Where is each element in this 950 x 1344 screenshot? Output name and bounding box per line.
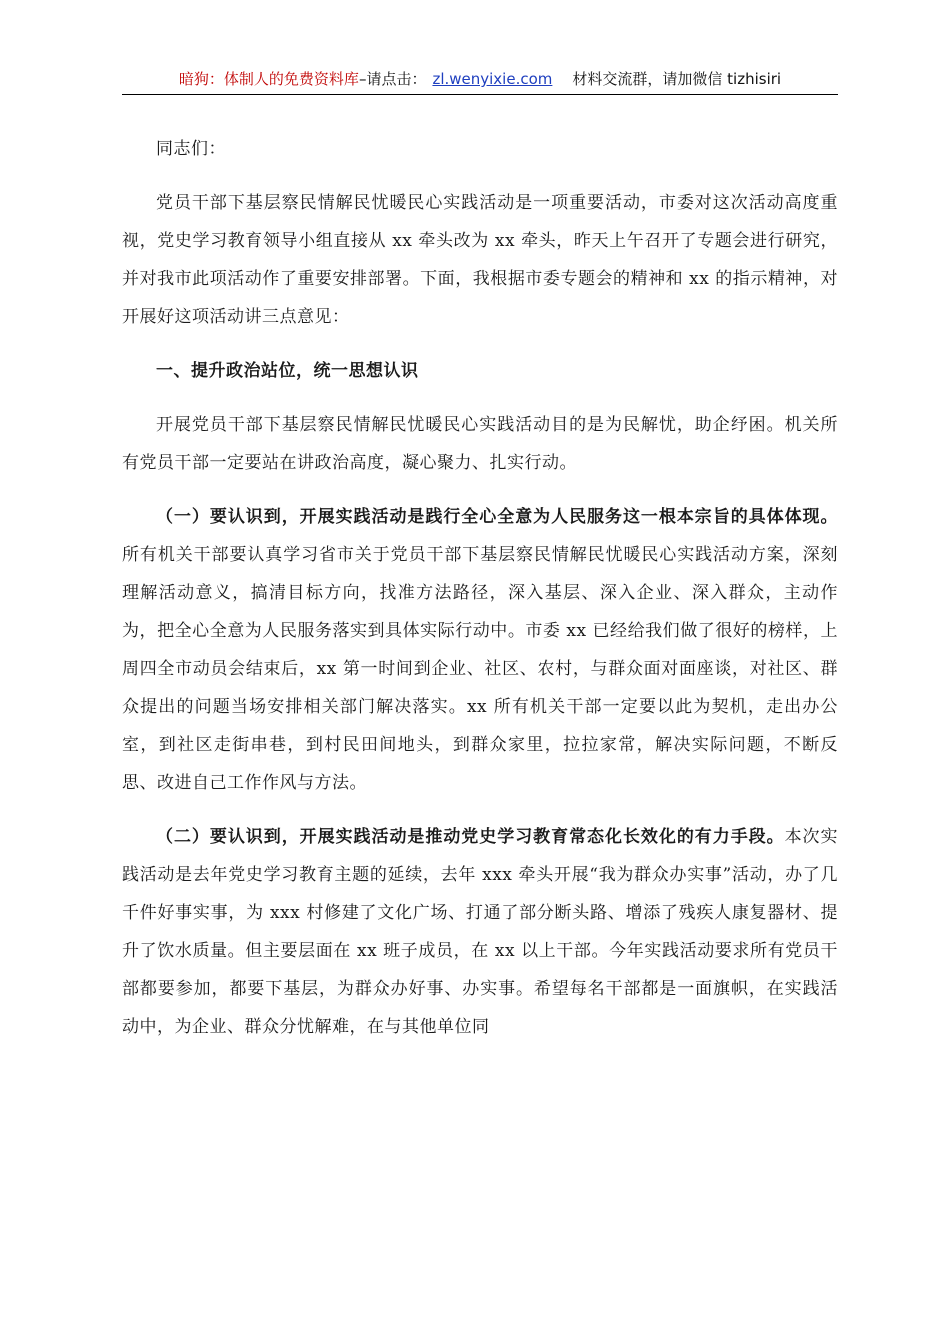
point-2-paragraph [122, 818, 838, 1046]
point-1-heading: （一）要认识到，开展实践活动是践行全心全意为人民服务这一根本宗旨的具体体现。 [156, 507, 838, 527]
header-link[interactable]: zl.wenyixie.com [432, 70, 553, 88]
point-1-paragraph [122, 498, 838, 802]
document-body [122, 130, 838, 1062]
header-wechat: 材料交流群，请加微信 tizhisiri [572, 70, 782, 88]
section-1-title: 一、提升政治站位，统一思想认识 [156, 361, 419, 381]
header-brand: 暗狗：体制人的免费资料库 [178, 70, 359, 88]
header-click-prompt: –请点击： [358, 70, 427, 88]
section-1-paragraph: 开展党员干部下基层察民情解民忧暖民心实践活动目的是为民解忧，助企纾困。机关所有党员干部一定要站在讲政治高度，凝心聚力、扎实行动。 [122, 415, 838, 473]
point-2-text: 本次实践活动是去年党史学习教育主题的延续，去年 xxx 牵头开展“我为群众办实事”活动，办了几千件好事实事，为 xxx 村修建了文化广场、打通了部分断头路、增添了残疾人康复器材、提升了饮水质量。但主要层面在 xx 班子成员，在 xx 以上干部。今年实践活动要求所有党员干部都要参加，都要下基层，为群众办好事、办实事。希望每名干部都是一面旗帜，在实践活动中，为企业、群众分忧解难，在与其他单位同 [122, 827, 839, 1037]
page-header [122, 68, 838, 95]
point-1-text: 所有机关干部要认真学习省市关于党员干部下基层察民情解民忧暖民心实践活动方案，深刻理解活动意义，搞清目标方向，找准方法路径，深入基层、深入企业、深入群众，主动作为，把全心全意为人民服务落实到具体实际行动中。市委 xx 已经给我们做了很好的榜样，上周四全市动员会结束后，xx 第一时间到企业、社区、农村，与群众面对面座谈，对社区、群众提出的问题当场安排相关部门解决落实。xx 所有机关干部一定要以此为契机，走出办公室，到社区走街串巷，到村民田间地头，到群众家里，拉拉家常，解决实际问题，不断反思、改进自己工作作风与方法。 [122, 545, 838, 793]
point-2-heading: （二）要认识到，开展实践活动是推动党史学习教育常态化长效化的有力手段。 [156, 827, 785, 847]
salutation: 同志们： [156, 139, 226, 159]
intro-paragraph: 党员干部下基层察民情解民忧暖民心实践活动是一项重要活动，市委对这次活动高度重视，党史学习教育领导小组直接从 xx 牵头改为 xx 牵头，昨天上午召开了专题会进行研究，并对我市此项活动作了重要安排部署。下面，我根据市委专题会的精神和 xx 的指示精神，对开展好这项活动讲三点意见： [122, 193, 838, 327]
